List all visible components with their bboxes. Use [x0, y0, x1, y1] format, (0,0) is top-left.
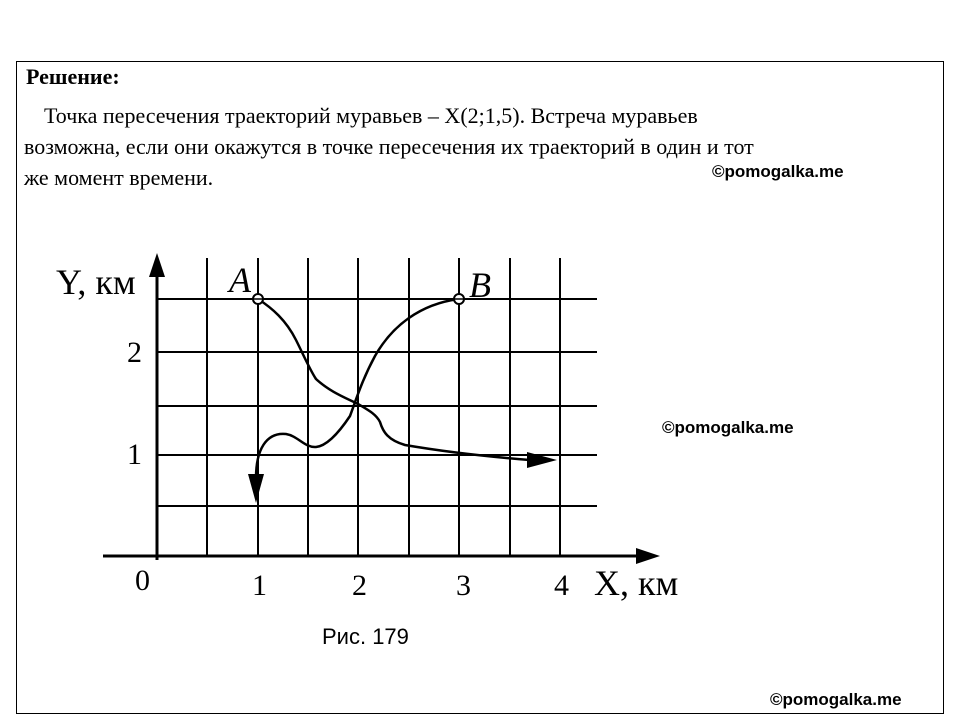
y-tick-1: 1 [127, 438, 142, 471]
x-tick-2: 2 [352, 569, 367, 602]
solution-line-3: же момент времени. [24, 165, 214, 190]
figure-caption: Рис. 179 [322, 624, 409, 649]
point-a [253, 294, 263, 304]
point-b-label: B [469, 265, 491, 305]
origin-label: 0 [135, 564, 150, 597]
x-axis [103, 548, 660, 564]
x-tick-3: 3 [456, 569, 471, 602]
x-axis-label: X, км [594, 563, 679, 603]
y-tick-2: 2 [127, 336, 142, 369]
point-b [454, 294, 464, 304]
solution-title: Решение: [26, 64, 120, 89]
ant-b-arrow [248, 474, 264, 503]
watermark-top: ©pomogalka.me [712, 162, 844, 181]
ant-a-trajectory [258, 299, 530, 460]
grid [157, 258, 597, 556]
solution-line-2: возможна, если они окажутся в точке пересечения их траекторий в один и тот [24, 134, 754, 159]
watermark-middle: ©pomogalka.me [662, 418, 794, 437]
watermark-bottom: ©pomogalka.me [770, 690, 902, 709]
y-axis-label: Y, км [56, 262, 136, 302]
x-tick-1: 1 [252, 569, 267, 602]
point-a-label: A [229, 260, 251, 300]
x-tick-4: 4 [554, 569, 569, 602]
solution-line-1: Точка пересечения траекторий муравьев – X(2;1,5). Встреча муравьев [44, 103, 698, 128]
